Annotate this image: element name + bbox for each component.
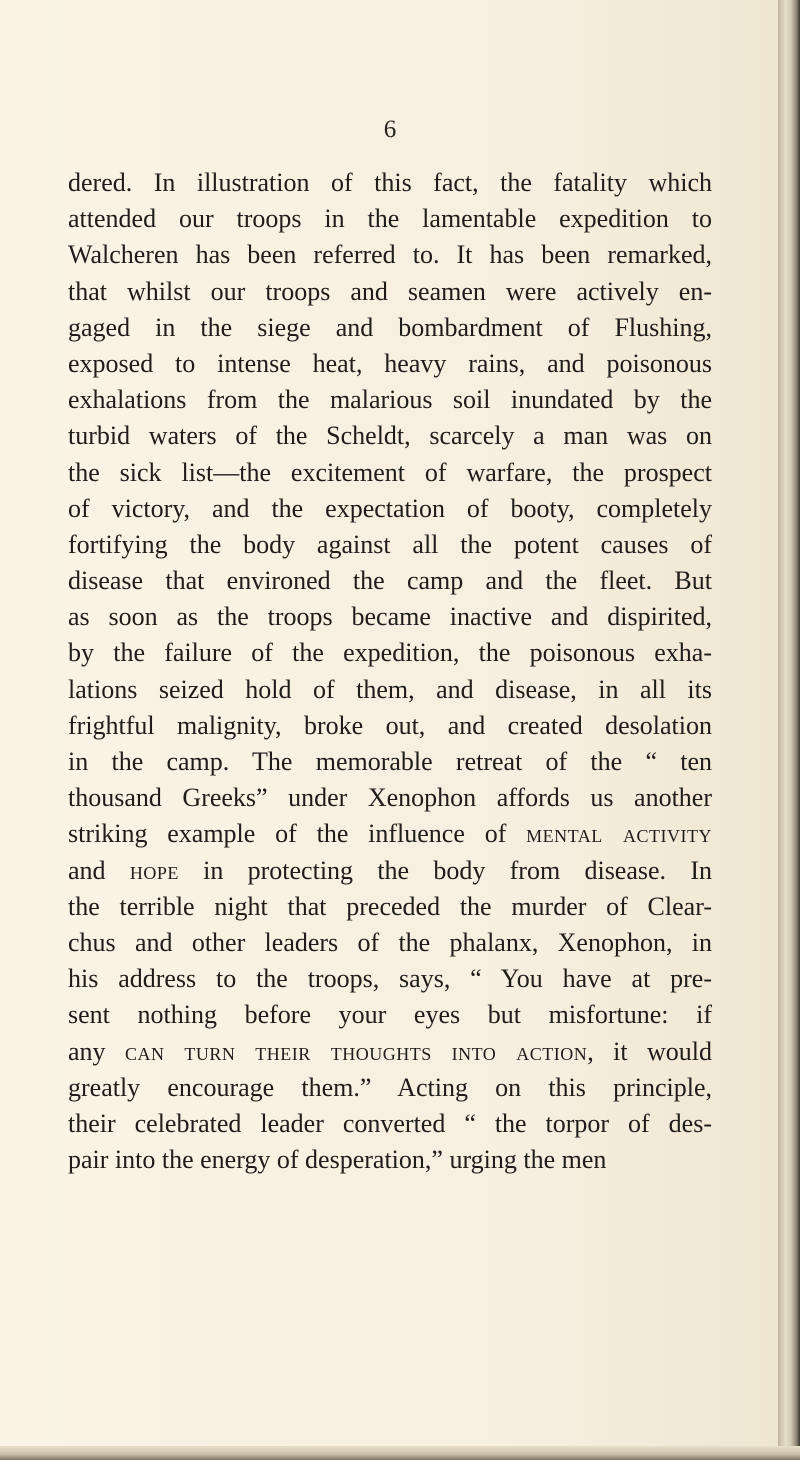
book-page-edge <box>778 0 800 1460</box>
text-line: frightful malignity, broke out, and created desolation <box>68 710 712 740</box>
text-line: attended our troops in the lamentable expedition to <box>68 204 712 234</box>
text-line: exposed to intense heat, heavy rains, and poisonous <box>68 348 712 378</box>
text-line: as soon as the troops became inactive and dispirited, <box>68 602 712 632</box>
text-line: of victory, and the expectation of booty, completely <box>68 493 712 523</box>
text-line: chus and other leaders of the phalanx, Xenophon, in <box>68 927 712 957</box>
text-line: thousand Greeks” under Xenophon affords us another <box>68 783 712 813</box>
text-line: gaged in the siege and bombardment of Flushing, <box>68 312 712 342</box>
text-line: their celebrated leader converted “ the torpor of des- <box>68 1108 712 1138</box>
text-line: greatly encourage them.” Acting on this principle, <box>68 1072 712 1102</box>
text-line: turbid waters of the Scheldt, scarcely a man was on <box>68 421 712 451</box>
text-line: sent nothing before your eyes but misfortune: if <box>68 1000 712 1030</box>
body-text <box>68 165 712 1178</box>
text-line: that whilst our troops and seamen were actively en- <box>68 276 712 306</box>
text-line: pair into the energy of desperation,” urging the men <box>68 1145 607 1175</box>
text-line: the sick list—the excitement of warfare, the prospect <box>68 457 712 487</box>
small-caps-phrase: mental activity <box>526 819 712 849</box>
small-caps-phrase: can turn their thoughts into action <box>124 1036 588 1066</box>
text-line: disease that environed the camp and the fleet. But <box>68 566 712 596</box>
text-line: striking example of the influence of mental activity <box>68 819 712 849</box>
text-line: dered. In illustration of this fact, the fatality which <box>68 168 712 197</box>
text-line: by the failure of the expedition, the poisonous exha- <box>68 638 712 668</box>
book-bottom-edge <box>0 1446 800 1460</box>
text-line: fortifying the body against all the potent causes of <box>68 529 712 559</box>
text-line: Walcheren has been referred to. It has been remarked, <box>68 240 712 270</box>
text-line: lations seized hold of them, and disease, in all its <box>68 674 712 704</box>
text-line: the terrible night that preceded the murder of Clear- <box>68 891 712 921</box>
small-caps-phrase: hope <box>129 855 179 885</box>
text-line: and hope in protecting the body from disease. In <box>68 855 712 885</box>
text-line: his address to the troops, says, “ You have at pre- <box>68 964 712 994</box>
text-line: any can turn their thoughts into action, it would <box>68 1036 712 1066</box>
text-line: exhalations from the malarious soil inundated by the <box>68 385 712 415</box>
page-number: 6 <box>383 116 397 143</box>
text-line: in the camp. The memorable retreat of the “ ten <box>68 747 712 776</box>
